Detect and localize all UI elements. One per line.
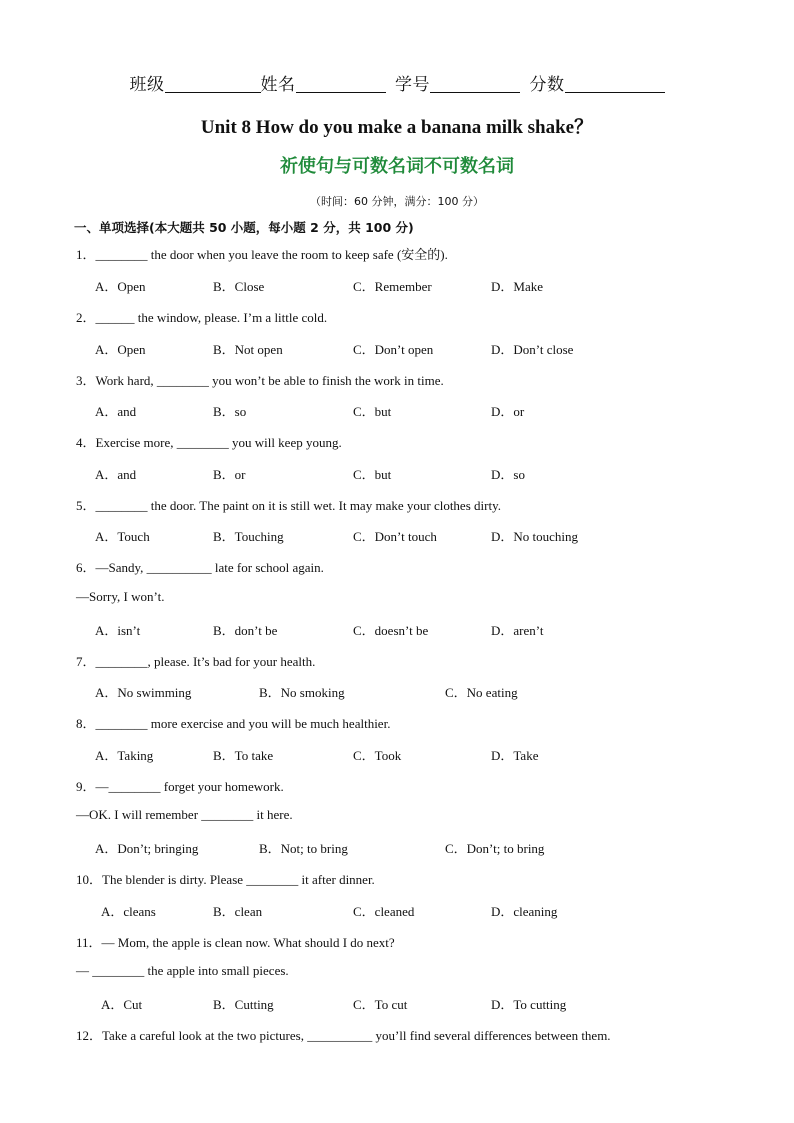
question-6-option-b: B．don’t be — [213, 623, 278, 638]
question-7-option-c: C．No eating — [445, 685, 518, 700]
name-blank — [296, 75, 386, 93]
score-label: 分数 — [529, 75, 565, 94]
question-5-option-b: B．Touching — [213, 529, 284, 544]
question-6-option-a: A．isn’t — [95, 623, 141, 638]
class-label: 班级 — [129, 75, 165, 94]
question-4-stem: 4．Exercise more, ________ you will keep young. — [76, 435, 342, 450]
question-4-option-c: C．but — [353, 467, 392, 482]
question-3-stem: 3．Work hard, ________ you won’t be able to finish the work in time. — [76, 373, 444, 388]
section-heading: 一、单项选择(本大题共 50 小题，每小题 2 分，共 100 分) — [74, 220, 414, 235]
question-6-option-d: D．aren’t — [491, 623, 544, 638]
question-8-stem: 8．________ more exercise and you will be much healthier. — [76, 716, 391, 731]
question-10-option-d: D．cleaning — [491, 904, 558, 919]
student-id-label: 学号 — [395, 75, 430, 94]
question-9-reply: —OK. I will remember ________ it here. — [76, 807, 293, 822]
question-7-stem: 7．________, please. It’s bad for your health. — [76, 654, 316, 669]
question-6-option-c: C．doesn’t be — [353, 623, 429, 638]
question-9-option-c: C．Don’t; to bring — [445, 841, 545, 856]
question-11-option-a: A．Cut — [101, 997, 143, 1012]
question-5-stem: 5．________ the door. The paint on it is still wet. It may make your clothes dirty. — [76, 498, 501, 513]
question-2-stem: 2．______ the window, please. I’m a little cold. — [76, 310, 328, 325]
question-4-option-d: D．so — [491, 467, 525, 482]
question-3-option-c: C．but — [353, 404, 392, 419]
question-7-option-a: A．No swimming — [95, 685, 192, 700]
question-11-option-c: C．To cut — [353, 997, 408, 1012]
page-subtitle: 祈使句与可数名词不可数名词 — [280, 156, 514, 177]
question-5-option-a: A．Touch — [95, 529, 150, 544]
question-2-option-d: D．Don’t close — [491, 342, 574, 357]
student-info-line — [0, 70, 794, 95]
page-title: Unit 8 How do you make a banana milk shake？ — [200, 117, 594, 138]
question-8-option-a: A．Taking — [95, 748, 154, 763]
question-6-stem: 6．—Sandy, __________ late for school again. — [76, 560, 324, 575]
question-1-option-a: A．Open — [95, 279, 146, 294]
question-1-option-b: B．Close — [213, 279, 265, 294]
time-note: （时间：60 分钟，满分：100 分） — [310, 195, 484, 208]
name-label: 姓名 — [260, 75, 296, 94]
question-7-option-b: B．No smoking — [259, 685, 345, 700]
question-11-reply: — ________ the apple into small pieces. — [76, 963, 289, 978]
question-11-option-d: D．To cutting — [491, 997, 567, 1012]
question-4-option-b: B．or — [213, 467, 246, 482]
question-8-option-d: D．Take — [491, 748, 539, 763]
question-10-stem: 10．The blender is dirty. Please ________ it after dinner. — [76, 872, 375, 887]
question-10-option-c: C．cleaned — [353, 904, 415, 919]
question-10-option-b: B．clean — [213, 904, 263, 919]
question-5-option-c: C．Don’t touch — [353, 529, 437, 544]
question-11-stem: 11．— Mom, the apple is clean now. What should I do next? — [76, 935, 395, 950]
question-9-option-b: B．Not; to bring — [259, 841, 348, 856]
question-1-option-c: C．Remember — [353, 279, 432, 294]
score-blank — [565, 75, 665, 93]
question-2-option-b: B．Not open — [213, 342, 283, 357]
question-8-option-c: C．Took — [353, 748, 402, 763]
question-2-option-a: A．Open — [95, 342, 146, 357]
student-id-blank — [430, 75, 520, 93]
question-5-option-d: D．No touching — [491, 529, 579, 544]
question-3-option-d: D．or — [491, 404, 525, 419]
question-11-option-b: B．Cutting — [213, 997, 274, 1012]
question-3-option-b: B．so — [213, 404, 247, 419]
class-blank — [165, 75, 261, 93]
question-1-option-d: D．Make — [491, 279, 543, 294]
question-10-option-a: A．cleans — [101, 904, 156, 919]
question-2-option-c: C．Don’t open — [353, 342, 434, 357]
question-9-stem: 9．—________ forget your homework. — [76, 779, 284, 794]
question-4-option-a: A．and — [95, 467, 137, 482]
question-12-stem: 12．Take a careful look at the two pictures, __________ you’ll find several differences between them. — [76, 1028, 611, 1043]
question-6-reply: —Sorry, I won’t. — [76, 589, 165, 604]
question-3-option-a: A．and — [95, 404, 137, 419]
question-9-option-a: A．Don’t; bringing — [95, 841, 199, 856]
question-1-stem: 1．________ the door when you leave the room to keep safe (安全的). — [76, 247, 448, 262]
question-8-option-b: B．To take — [213, 748, 274, 763]
